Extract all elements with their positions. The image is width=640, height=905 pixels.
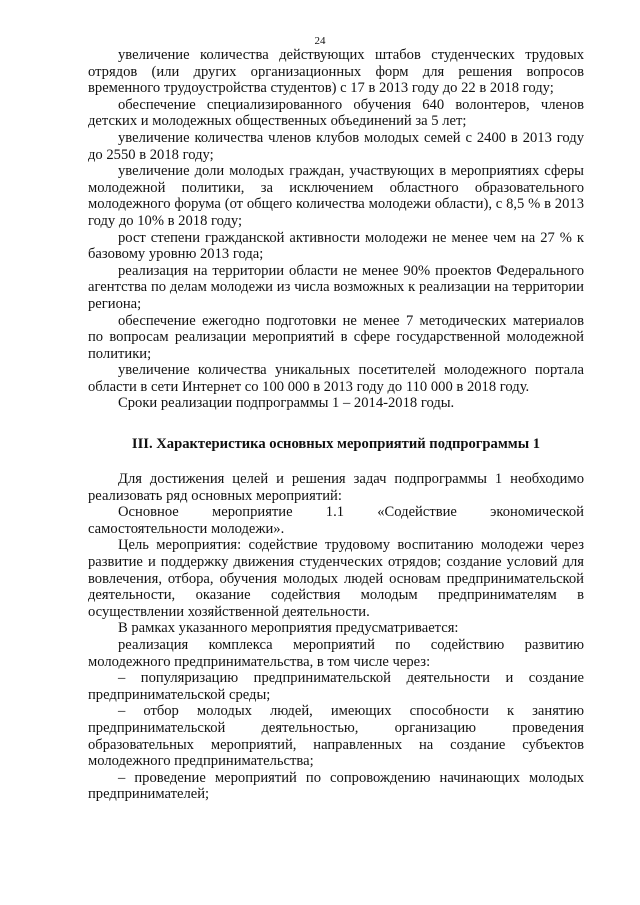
paragraph: обеспечение ежегодно подготовки не менее 7 методических материалов по вопросам реализации мероприятий в сфере государственной молодежной политики; <box>88 312 584 362</box>
document-body <box>88 47 584 803</box>
page-number: 24 <box>314 35 326 47</box>
paragraph: реализация комплекса мероприятий по содействию развитию молодежного предпринимательства, в том числе через: <box>88 637 584 670</box>
paragraph: реализация на территории области не менее 90% проектов Федерального агентства по делам молодежи из числа возможных к реализации на территории региона; <box>88 262 584 312</box>
list-item: – популяризацию предпринимательской деятельности и создание предпринимательской среды; <box>88 670 584 703</box>
paragraph: увеличение количества членов клубов молодых семей с 2400 в 2013 году до 2550 в 2018 году; <box>88 129 584 163</box>
paragraph: Для достижения целей и решения задач подпрограммы 1 необходимо реализовать ряд основных мероприятий: <box>88 471 584 504</box>
paragraph: Основное мероприятие 1.1 «Содействие экономической самостоятельности молодежи». <box>88 504 584 537</box>
paragraph: обеспечение специализированного обучения 640 волонтеров, членов детских и молодежных общественных объединений за 5 лет; <box>88 96 584 130</box>
paragraph: увеличение количества уникальных посетителей молодежного портала области в сети Интернет со 100 000 в 2013 году до 110 000 в 2018 году. <box>88 362 584 395</box>
paragraph: Цель мероприятия: содействие трудовому воспитанию молодежи через развитие и поддержку движения студенческих отрядов; создание условий для вовлечения, отбора, обучения молодых людей основам предпринимательской деятельности, оказание содействия молодым предпринимателям в осуществлении хозяйственной деятельности. <box>88 537 584 620</box>
paragraph: увеличение доли молодых граждан, участвующих в мероприятиях сферы молодежной политики, за исключением областного образовательного молодежного форума (от общего количества молодежи области), с 8,5 % в 2013 году до 10% в 2018 году; <box>88 163 584 229</box>
paragraph: В рамках указанного мероприятия предусматривается: <box>118 620 459 637</box>
paragraph: рост степени гражданской активности молодежи не менее чем на 27 % к базовому уровню 2013 года; <box>88 229 584 263</box>
paragraph: Сроки реализации подпрограммы 1 – 2014-2018 годы. <box>118 395 455 412</box>
paragraph: увеличение количества действующих штабов студенческих трудовых отрядов (или других организационных форм для решения вопросов временного трудоустройства студентов) с 17 в 2013 году до 22 в 2018 году; <box>88 47 584 97</box>
list-item: – отбор молодых людей, имеющих способности к занятию предпринимательской деятельностью, организацию проведения образовательных мероприятий, направленных на создание субъектов молодежного предпринимательства; <box>88 703 584 770</box>
section-heading: III. Характеристика основных мероприятий подпрограммы 1 <box>131 436 541 453</box>
list-item: – проведение мероприятий по сопровождению начинающих молодых предпринимателей; <box>88 769 584 803</box>
